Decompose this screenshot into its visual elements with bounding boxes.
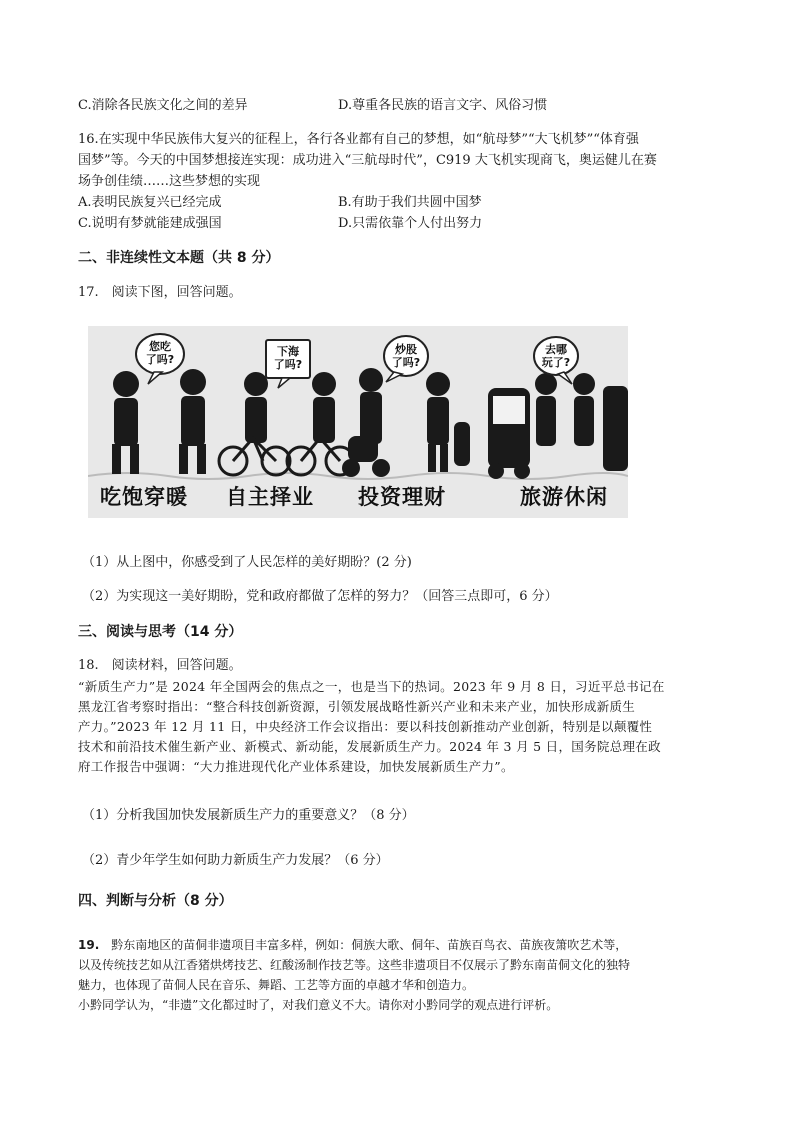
q16-option-a: A.表明民族复兴已经完成 [78,195,222,210]
bubble-3-line-1: 炒股 [395,343,417,356]
q16-option-b: B.有助于我们共圆中国梦 [338,195,482,210]
material-line-5: 府工作报告中强调：“大力推进现代化产业体系建设，加快发展新质生产力”。 [78,759,514,774]
bubble-1-line-1: 您吃 [149,340,171,353]
section-2-title: 二、非连续性文本题（共 8 分） [78,250,280,266]
bubble-4-text [540,343,572,369]
bubble-4-line-1: 去哪 [545,343,567,356]
caption-2: 自主择业 [226,485,314,509]
material-line-2: 黑龙江省考察时指出：“整合科技创新资源，引领发展战略性新兴产业和未来产业，加快形成新质生 [78,699,636,714]
q17-sub-2: （2）为实现这一美好期盼，党和政府都做了怎样的努力？（回答三点即可，6 分） [82,589,558,604]
bubble-2-line-1: 下海 [277,345,299,358]
q17-intro: 17. 阅读下图，回答问题。 [78,285,242,300]
caption-1: 吃饱穿暖 [100,485,188,509]
q18-sub-1: （1）分析我国加快发展新质生产力的重要意义？（8 分） [82,808,415,823]
q19-body [78,935,718,1015]
q15-option-c: C.消除各民族文化之间的差异 [78,98,248,113]
caption-3: 投资理财 [358,485,446,509]
bubble-1-text [145,340,175,366]
q19-line-3: 魅力，也体现了苗侗人民在音乐、舞蹈、工艺等方面的卓越才华和创造力。 [78,978,475,992]
section-3-title: 三、阅读与思考（14 分） [78,624,243,640]
bubble-2-line-2: 了吗? [273,358,303,371]
q18-sub-2: （2）青少年学生如何助力新质生产力发展？（6 分） [82,853,389,868]
q17-cartoon-image [88,326,628,518]
caption-4: 旅游休闲 [520,485,608,509]
bubble-3-text [390,343,422,369]
q19-line-2: 以及传统技艺如从江香猪烘烤技艺、红酸汤制作技艺等。这些非遗项目不仅展示了黔东南苗侗文化的独特 [78,958,631,972]
q16-stem-line-2: 国梦”等。今天的中国梦想接连实现：成功进入“三航母时代”，C919 大飞机实现商飞，奥运健儿在赛 [78,153,657,168]
q17-sub-1: （1）从上图中，你感受到了人民怎样的美好期盼？(2 分) [82,555,412,570]
material-line-1: “新质生产力”是 2024 年全国两会的焦点之一，也是当下的热词。2023 年 9 月 8 日，习近平总书记在 [78,679,665,694]
q19-number: 19. [78,938,100,952]
q18-intro: 18. 阅读材料，回答问题。 [78,658,242,673]
q19-line-1-text: 黔东南地区的苗侗非遗项目丰富多样，例如：侗族大歌、侗年、苗族百鸟衣、苗族夜箫吹艺术等， [99,938,628,952]
section-4-title: 四、判断与分析（8 分） [78,893,233,909]
q19-line-4: 小黔同学认为，“非遗”文化都过时了，对我们意义不大。请你对小黔同学的观点进行评析。 [78,998,559,1012]
q16-option-c: C.说明有梦就能建成强国 [78,216,222,231]
q16-stem-line-3: 场争创佳绩……这些梦想的实现 [78,174,261,189]
q18-material [78,677,718,777]
q19-line-1 [78,935,718,955]
q15-option-d: D.尊重各民族的语言文字、风俗习惯 [338,98,548,113]
bubble-3-line-2: 了吗? [391,356,421,369]
q16-option-d: D.只需依靠个人付出努力 [338,216,483,231]
bubble-2-text [272,345,304,371]
material-line-3: 产力。”2023 年 12 月 11 日，中央经济工作会议指出：要以科技创新推动产业创新，特别是以颠覆性 [78,719,653,734]
material-line-4: 技术和前沿技术催生新产业、新模式、新动能，发展新质生产力。2024 年 3 月 5 日，国务院总理在政 [78,739,661,754]
q16-stem-line-1: 16.在实现中华民族伟大复兴的征程上，各行各业都有自己的梦想，如“航母梦”“大飞机梦”“体育强 [78,132,639,147]
bubble-4-line-2: 玩了? [541,356,571,369]
bubble-1-line-2: 了吗? [145,353,175,366]
